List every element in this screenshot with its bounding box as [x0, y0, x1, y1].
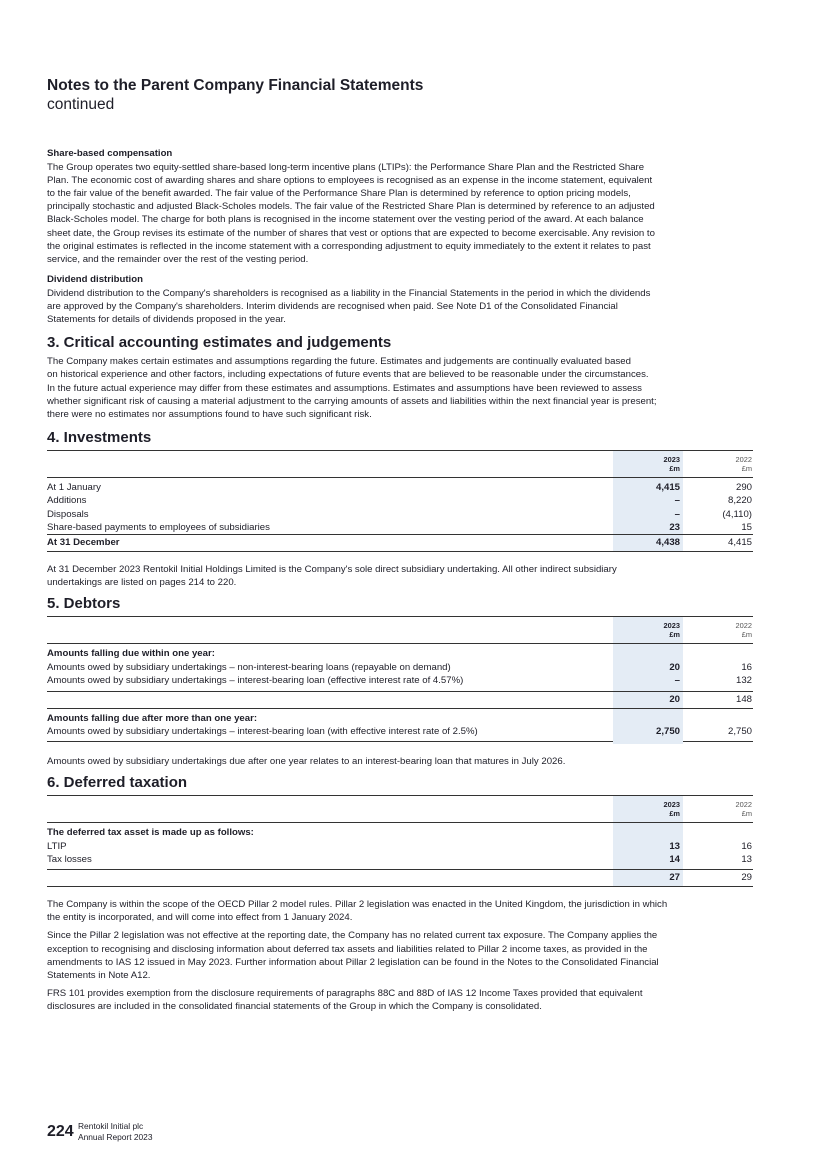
dividend-paragraph [47, 287, 753, 327]
share-based-heading: Share-based compensation [47, 148, 173, 159]
table-row: Tax losses 14 13 [47, 853, 752, 865]
debtors-note [47, 755, 753, 768]
footer-company: Rentokil Initial plc Annual Report 2023 [78, 1121, 153, 1142]
column-header-2022: 2022 £m [735, 800, 752, 819]
text-line: there were no estimates nor assumptions found to have such significant risk. [47, 409, 372, 421]
investments-table [47, 450, 753, 552]
share-based-paragraph [47, 161, 753, 267]
table-row: Additions – 8,220 [47, 495, 752, 507]
text-line: whether significant risk of causing a material adjustment to the carrying amounts of assets and liabilities within the next financial year is present; [47, 395, 657, 407]
critical-paragraph [47, 355, 753, 421]
table-header [47, 796, 753, 823]
table-header [47, 451, 753, 478]
column-header-2023: 2023 £m [663, 621, 680, 640]
table-header [47, 617, 753, 644]
text-line: Black-Scholes model. The charge for both plans is recognised in the income statement over the vesting period of the award. At each balance [47, 214, 644, 226]
table-row: Disposals – (4,110) [47, 508, 752, 520]
table-subheading: Amounts falling due within one year: [47, 648, 215, 660]
pillar2-paragraph [47, 898, 753, 924]
investments-heading: 4. Investments [47, 429, 152, 447]
debtors-heading: 5. Debtors [47, 595, 121, 613]
column-header-2023: 2023 £m [663, 455, 680, 474]
total-row: 27 29 [47, 869, 753, 887]
subtotal-row: 20 148 [47, 691, 753, 709]
table-subheading: Amounts falling due after more than one year: [47, 712, 258, 724]
text-line: The Group operates two equity-settled share-based long-term incentive plans (LTIPs): the Performance Share Plan and the Restricted Share [47, 161, 645, 173]
text-line: Dividend distribution to the Company's shareholders is recognised as a liability in the Financial Statements in the period in which the dividends [47, 287, 651, 299]
column-header-2022: 2022 £m [735, 455, 752, 474]
frs101-paragraph [47, 987, 753, 1013]
text-line: Statements in Note A12. [47, 969, 151, 981]
text-line: amendments to IAS 12 issued in May 2023. Further information about Pillar 2 legislation can be found in the Notes to the Consolidated Financial [47, 956, 659, 968]
page-number: 224 [47, 1123, 74, 1140]
table-row: Amounts owed by subsidiary undertakings – non-interest-bearing loans (repayable on demand) 20 16 [47, 661, 752, 673]
text-line: service, and the remainder over the rest of the vesting period. [47, 253, 309, 265]
text-line: principally stochastic and adjusted Black-Scholes models. The fair value of the Restricted Share Plan is determined by reference to an adjusted [47, 201, 655, 213]
text-line: FRS 101 provides exemption from the disclosure requirements of paragraphs 88C and 88D of IAS 12 Income Taxes provided that equivalent [47, 988, 643, 1000]
table-subheading: The deferred tax asset is made up as follows: [47, 827, 254, 839]
text-line: Plan. The economic cost of awarding shares and share options to employees is recognised as an expense in the income statement, equivalent [47, 174, 653, 186]
text-line: to the fair value of the benefit awarded. The fair value of the Performance Share Plan is determined by reference to option pricing models, [47, 187, 631, 199]
text-line: The Company makes certain estimates and assumptions regarding the future. Estimates and judgements are continually evaluated based [47, 356, 631, 368]
dividend-heading: Dividend distribution [47, 274, 143, 286]
table-row: Amounts owed by subsidiary undertakings – interest-bearing loan (effective interest rate of 4.57%) – 132 [47, 674, 752, 686]
column-header-2023: 2023 £m [663, 800, 680, 819]
text-line: on historical experience and other factors, including expectations of future events that are believed to be reasonable under the circumstances. [47, 369, 649, 381]
text-line: Amounts owed by subsidiary undertakings due after one year relates to an interest-bearing loan that matures in July 2026. [47, 756, 566, 768]
total-row: At 31 December 4,438 4,415 [47, 534, 753, 552]
text-line: Since the Pillar 2 legislation was not effective at the reporting date, the Company has no related current tax exposure. The Company applies the [47, 930, 658, 942]
text-line: In the future actual experience may differ from these estimates and assumptions. Estimates and assumptions have been reviewed to assess [47, 382, 642, 394]
table-row: At 1 January 4,415 290 [47, 482, 752, 494]
text-line: Statements for details of dividends proposed in the year. [47, 314, 286, 326]
text-line: undertakings are listed on pages 214 to 220. [47, 577, 237, 589]
text-line: are approved by the Company's shareholders. Interim dividends are recognised when paid. See Note D1 of the Consolidated Financial [47, 300, 618, 312]
deferred-table [47, 795, 753, 887]
debtors-table [47, 616, 753, 744]
text-line: At 31 December 2023 Rentokil Initial Holdings Limited is the Company's sole direct subsidiary undertaking. All other indirect subsidiary [47, 564, 617, 575]
text-line: The Company is within the scope of the OECD Pillar 2 model rules. Pillar 2 legislation was enacted in the United Kingdom, the jurisdiction in which [47, 898, 668, 910]
table-row: Amounts owed by subsidiary undertakings – interest-bearing loan (with effective interest rate of 2.5%) 2,750 2,750 [47, 726, 752, 738]
column-header-2022: 2022 £m [735, 621, 752, 640]
text-line: the entity is incorporated, and will come into effect from 1 January 2024. [47, 912, 353, 924]
page-title: Notes to the Parent Company Financial Statements [47, 77, 424, 94]
critical-heading: 3. Critical accounting estimates and judgements [47, 334, 392, 352]
text-line: the original estimates is reflected in the income statement with a corresponding adjustment to equity immediately to the extent it relates to past [47, 240, 651, 252]
deferred-heading: 6. Deferred taxation [47, 774, 188, 792]
table-row: LTIP 13 16 [47, 840, 752, 852]
text-line: sheet date, the Group revises its estimate of the number of shares that vest or options that are expected to become exercisable. Any revision to [47, 227, 655, 239]
table-row: Share-based payments to employees of subsidiaries 23 15 [47, 521, 752, 533]
page-content [47, 76, 753, 1022]
investments-note [47, 563, 753, 589]
page-subtitle: continued [47, 96, 115, 113]
pillar2-exception-paragraph [47, 929, 753, 982]
text-line: disclosures are included in the consolidated financial statements of the Group in which the Company is consolidated. [47, 1001, 542, 1013]
text-line: exception to recognising and disclosing information about deferred tax assets and liabilities related to Pillar 2 income taxes, as provided in the [47, 943, 648, 955]
